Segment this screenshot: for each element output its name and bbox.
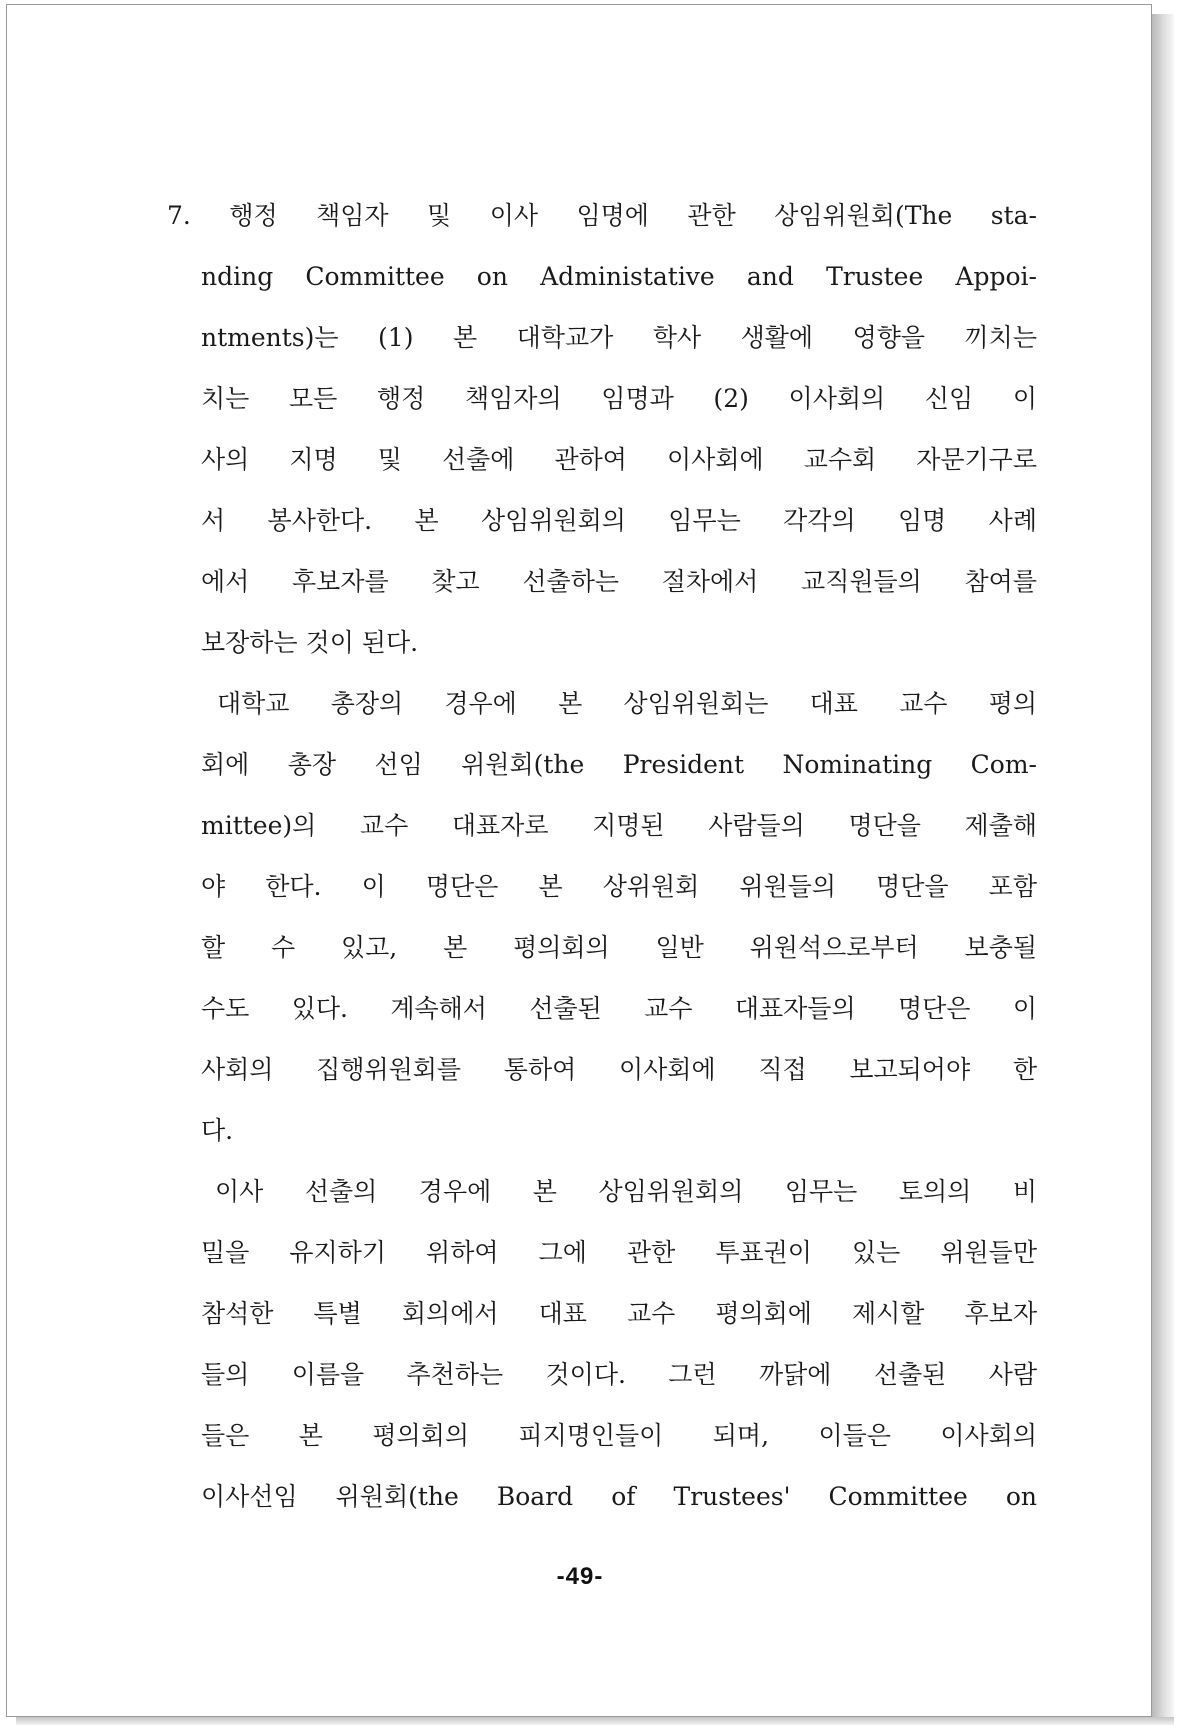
text-line: 대학교 총장의 경우에 본 상임위원회는 대표 교수 평의 xyxy=(217,689,1037,718)
text-line: 수도 있다. 계속해서 선출된 교수 대표자들의 명단은 이 xyxy=(201,994,1037,1023)
text-line: 회에 총장 선임 위원회(the President Nominating Com- xyxy=(201,750,1037,779)
text-line: nding Committee on Administative and Trustee Appoi- xyxy=(201,262,1037,291)
text-line: 이사 선출의 경우에 본 상임위원회의 임무는 토의의 비 xyxy=(215,1177,1037,1206)
body-text xyxy=(167,185,1037,1527)
text-line: 야 한다. 이 명단은 본 상위원회 위원들의 명단을 포함 xyxy=(201,872,1037,901)
text-line: mittee)의 교수 대표자로 지명된 사람들의 명단을 제출해 xyxy=(201,811,1037,840)
text-line: 7. 행정 책임자 및 이사 임명에 관한 상임위원회(The sta- xyxy=(167,201,1037,230)
text-line: 보장하는 것이 된다. xyxy=(201,628,419,657)
text-line: 이사선임 위원회(the Board of Trustees' Committee on xyxy=(201,1482,1037,1511)
text-line: 들의 이름을 추천하는 것이다. 그런 까닭에 선출된 사람 xyxy=(201,1360,1037,1389)
page-shadow-bottom xyxy=(16,1717,1174,1725)
text-line: ntments)는 (1) 본 대학교가 학사 생활에 영향을 끼치는 xyxy=(201,323,1037,352)
text-line: 사의 지명 및 선출에 관하여 이사회에 교수회 자문기구로 xyxy=(201,445,1037,474)
text-line: 다. xyxy=(201,1116,234,1145)
text-line: 에서 후보자를 찾고 선출하는 절차에서 교직원들의 참여를 xyxy=(201,567,1037,596)
text-line: 사회의 집행위원회를 통하여 이사회에 직접 보고되어야 한 xyxy=(201,1055,1037,1084)
page-number: -49- xyxy=(556,1563,604,1590)
text-line: 밀을 유지하기 위하여 그에 관한 투표권이 있는 위원들만 xyxy=(201,1238,1037,1267)
text-line: 치는 모든 행정 책임자의 임명과 (2) 이사회의 신임 이 xyxy=(201,384,1037,413)
text-line: 참석한 특별 회의에서 대표 교수 평의회에 제시할 후보자 xyxy=(201,1299,1037,1328)
text-line: 할 수 있고, 본 평의회의 일반 위원석으로부터 보충될 xyxy=(201,933,1037,962)
text-line: 들은 본 평의회의 피지명인들이 되며, 이들은 이사회의 xyxy=(201,1421,1037,1450)
text-line: 서 봉사한다. 본 상임위원회의 임무는 각각의 임명 사례 xyxy=(201,506,1037,535)
document-page xyxy=(6,4,1152,1717)
page-shadow-right xyxy=(1152,14,1174,1721)
